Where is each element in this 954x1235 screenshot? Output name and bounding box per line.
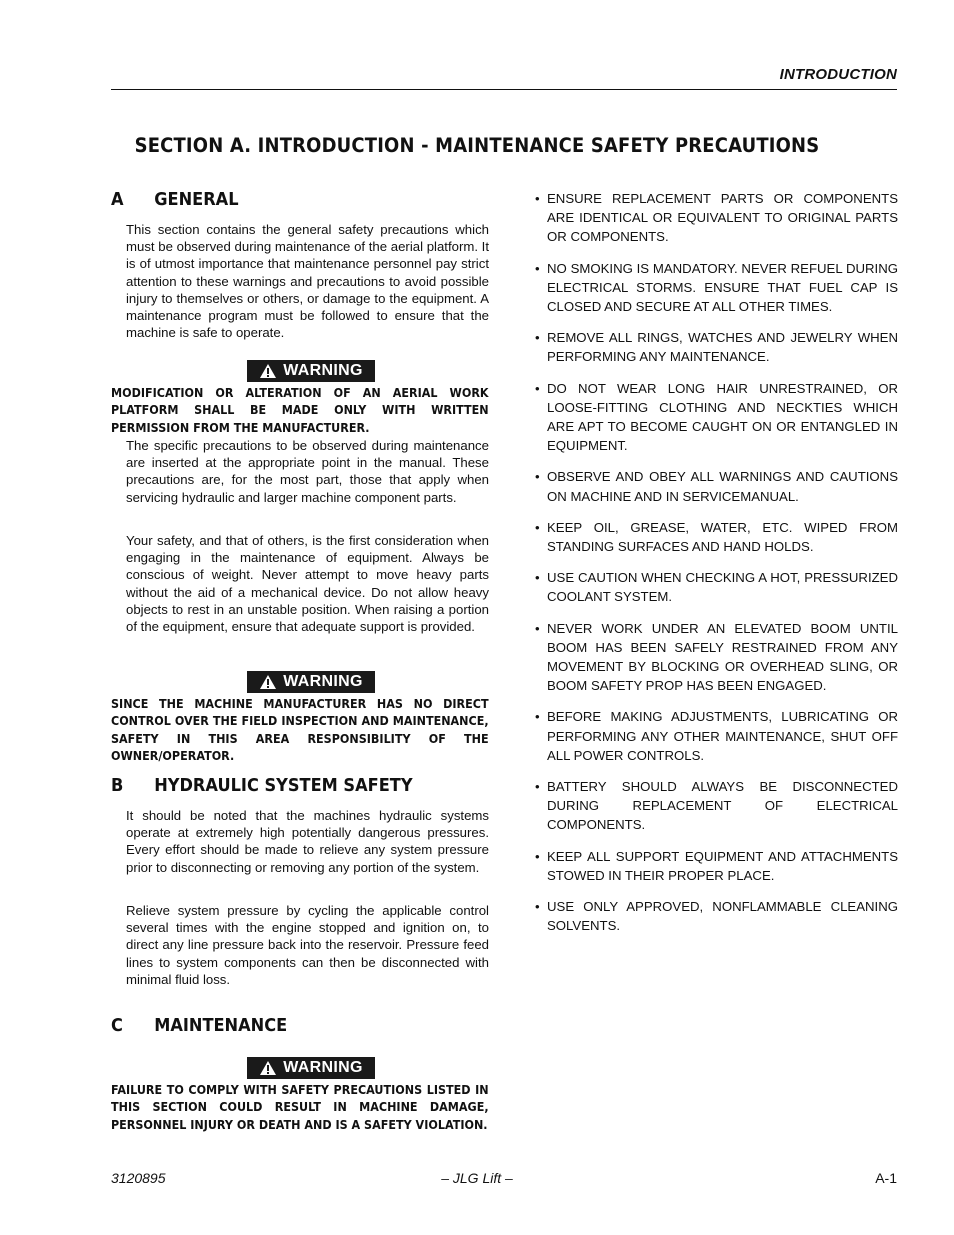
bullet-icon: • bbox=[535, 380, 540, 396]
heading-letter: B bbox=[111, 775, 124, 796]
list-item bbox=[534, 777, 898, 835]
bullet-icon: • bbox=[535, 570, 540, 586]
bullet-icon: • bbox=[535, 191, 540, 206]
general-paragraph-3: Your safety, and that of others, is the first consideration when engaging in the maintenance of equipment. Always be conscious of weight. Never attempt to move heavy parts without the aid of a mechanical device. Do not allow heavy objects to rest in an unstable position. When raising a portion of the equipment, ensure that adequate support is provided. bbox=[126, 533, 489, 635]
bullet-icon: • bbox=[535, 848, 540, 864]
warning-text-3: FAILURE TO COMPLY WITH SAFETY PRECAUTIONS LISTED IN THIS SECTION COULD RESULT IN MACHINE DAMAGE, PERSONNEL INJURY OR DEATH AND IS A SAFETY VIOLATION. bbox=[111, 1083, 489, 1132]
hydraulic-paragraph-2: Relieve system pressure by cycling the applicable control several times with the engine stopped and ignition on, to direct any line pressure back into the reservoir. Pressure feed lines to system components can then be disconnected with minimal fluid loss. bbox=[126, 903, 489, 987]
list-item-text: KEEP ALL SUPPORT EQUIPMENT AND ATTACHMENTS STOWED IN THEIR PROPER PLACE. bbox=[547, 848, 898, 883]
list-item bbox=[534, 568, 898, 606]
list-item bbox=[534, 467, 898, 505]
bullet-icon: • bbox=[535, 330, 540, 346]
footer-center-text: – JLG Lift – bbox=[441, 1170, 513, 1186]
list-item bbox=[534, 619, 898, 696]
list-item bbox=[534, 707, 898, 765]
list-item bbox=[534, 259, 898, 317]
heading-text: MAINTENANCE bbox=[154, 1015, 288, 1036]
warning-text-2: SINCE THE MACHINE MANUFACTURER HAS NO DIRECT CONTROL OVER THE FIELD INSPECTION AND MAINTENANCE, SAFETY IN THIS AREA RESPONSIBILITY OF THE OWNER/OPERATOR. bbox=[111, 697, 489, 764]
warning-triangle-icon bbox=[259, 363, 277, 379]
list-item bbox=[534, 897, 898, 935]
hydraulic-paragraph-1: It should be noted that the machines hydraulic systems operate at extremely high potentially dangerous pressures. Every effort should be made to relieve any system pressure prior to disconnecting or removing any portion of the system. bbox=[126, 808, 489, 875]
heading-text: HYDRAULIC SYSTEM SAFETY bbox=[154, 775, 413, 796]
list-item bbox=[534, 518, 898, 556]
footer-page-number: A-1 bbox=[875, 1170, 897, 1186]
heading-hydraulic bbox=[111, 775, 413, 796]
list-item-text: ENSURE REPLACEMENT PARTS OR COMPONENTS ARE IDENTICAL OR EQUIVALENT TO ORIGINAL PARTS OR COMPONENTS. bbox=[547, 191, 898, 245]
bullet-icon: • bbox=[535, 709, 540, 725]
warning-label: WARNING bbox=[283, 362, 363, 379]
heading-maintenance bbox=[111, 1015, 287, 1036]
warning-badge bbox=[247, 360, 375, 382]
heading-letter: A bbox=[111, 189, 124, 210]
list-item-text: NEVER WORK UNDER AN ELEVATED BOOM UNTIL BOOM HAS BEEN SAFELY RESTRAINED FROM ANY MOVEMENT BY BLOCKING OR OVERHEAD SLING, OR BOOM SAFETY PROP HAS BEEN ENGAGED. bbox=[547, 620, 898, 694]
list-item-text: DO NOT WEAR LONG HAIR UNRESTRAINED, OR LOOSE-FITTING CLOTHING AND NECKTIES WHICH ARE APT TO BECOME CAUGHT ON OR ENTANGLED IN EQUIPMENT. bbox=[547, 380, 898, 454]
warning-badge bbox=[247, 671, 375, 693]
general-paragraph-2: The specific precautions to be observed during maintenance are inserted at the appropriate point in the manual. These precautions are, for the most part, those that apply when servicing hydraulic and larger machine component parts. bbox=[126, 438, 489, 505]
warning-label: WARNING bbox=[283, 1059, 363, 1076]
list-item-text: BATTERY SHOULD ALWAYS BE DISCONNECTED DURING REPLACEMENT OF ELECTRICAL COMPONENTS. bbox=[547, 779, 898, 833]
list-item-text: NO SMOKING IS MANDATORY. NEVER REFUEL DURING ELECTRICAL STORMS. ENSURE THAT FUEL CAP IS CLOSED AND SECURE AT ALL OTHER TIMES. bbox=[547, 260, 898, 315]
bullet-icon: • bbox=[535, 620, 540, 636]
bullet-icon: • bbox=[535, 260, 540, 276]
warning-text-1: MODIFICATION OR ALTERATION OF AN AERIAL WORK PLATFORM SHALL BE MADE ONLY WITH WRITTEN PERMISSION FROM THE MANUFACTURER. bbox=[111, 386, 489, 435]
list-item-text: USE CAUTION WHEN CHECKING A HOT, PRESSURIZED COOLANT SYSTEM. bbox=[547, 570, 898, 605]
heading-letter: C bbox=[111, 1015, 123, 1036]
bullet-icon: • bbox=[535, 519, 540, 535]
precaution-list bbox=[534, 189, 898, 948]
list-item bbox=[534, 847, 898, 885]
warning-badge bbox=[247, 1057, 375, 1079]
heading-general bbox=[111, 189, 239, 210]
list-item-text: USE ONLY APPROVED, NONFLAMMABLE CLEANING SOLVENTS. bbox=[547, 899, 898, 934]
list-item-text: BEFORE MAKING ADJUSTMENTS, LUBRICATING OR PERFORMING ANY OTHER MAINTENANCE, SHUT OFF ALL POWER CONTROLS. bbox=[547, 709, 898, 763]
warning-triangle-icon bbox=[259, 1060, 277, 1076]
bullet-icon: • bbox=[535, 469, 540, 485]
header-rule bbox=[111, 89, 897, 90]
footer-doc-number: 3120895 bbox=[111, 1170, 166, 1186]
list-item bbox=[534, 379, 898, 456]
page-header-title: INTRODUCTION bbox=[779, 66, 897, 83]
list-item-text: KEEP OIL, GREASE, WATER, ETC. WIPED FROM STANDING SURFACES AND HAND HOLDS. bbox=[547, 519, 898, 555]
section-title: SECTION A. INTRODUCTION - MAINTENANCE SAFETY PRECAUTIONS bbox=[134, 134, 820, 157]
list-item-text: REMOVE ALL RINGS, WATCHES AND JEWELRY WHEN PERFORMING ANY MAINTENANCE. bbox=[547, 330, 898, 365]
bullet-icon: • bbox=[535, 899, 540, 915]
list-item bbox=[534, 328, 898, 366]
general-paragraph-1: This section contains the general safety precautions which must be observed during maintenance of the aerial platform. It is of utmost importance that maintenance personnel pay strict attention to these warnings and precautions to avoid possible injury to themselves or others, or damage to the equipment. A maintenance program must be followed to ensure that the machine is safe to operate. bbox=[126, 222, 489, 341]
warning-triangle-icon bbox=[259, 674, 277, 690]
list-item bbox=[534, 189, 898, 247]
warning-label: WARNING bbox=[283, 673, 363, 690]
bullet-icon: • bbox=[535, 779, 540, 795]
heading-text: GENERAL bbox=[154, 189, 239, 210]
list-item-text: OBSERVE AND OBEY ALL WARNINGS AND CAUTIONS ON MACHINE AND IN SERVICEMANUAL. bbox=[547, 469, 898, 504]
